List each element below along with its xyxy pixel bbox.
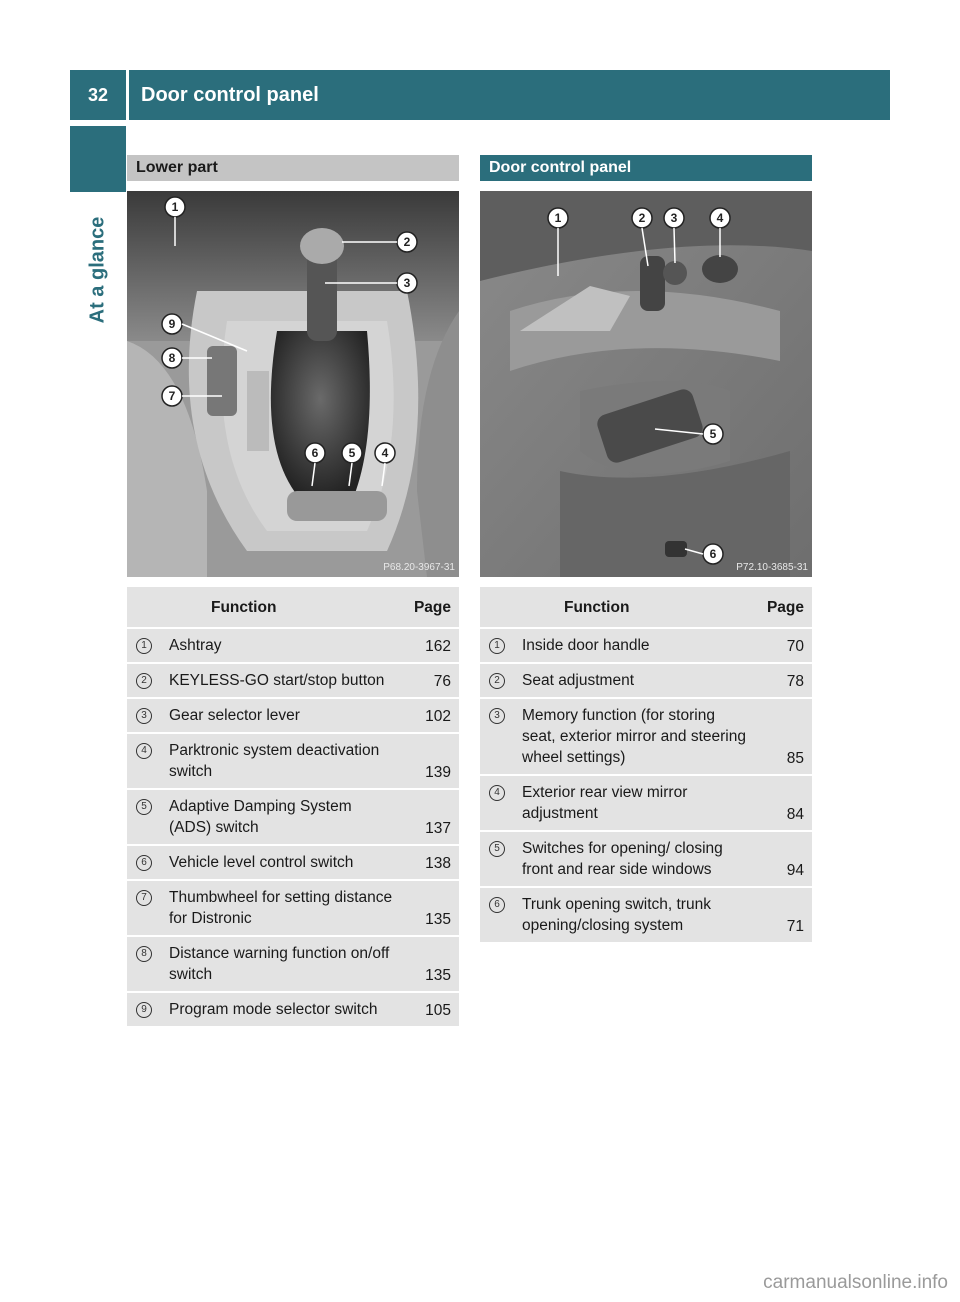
page-cell: 138	[406, 845, 459, 880]
svg-text:2: 2	[403, 235, 411, 249]
function-cell: Vehicle level control switch	[161, 845, 406, 880]
item-number: 1	[136, 638, 152, 654]
function-cell: Thumbwheel for setting distance for Distronic	[161, 880, 406, 936]
function-cell: Adaptive Damping System (ADS) switch	[161, 789, 406, 845]
svg-text:9: 9	[168, 317, 176, 331]
function-cell: Seat adjustment	[514, 663, 759, 698]
item-number: 8	[136, 946, 152, 962]
function-cell: Distance warning function on/off switch	[161, 936, 406, 992]
function-cell: KEYLESS-GO start/stop button	[161, 663, 406, 698]
page-cell: 162	[406, 628, 459, 663]
svg-text:5: 5	[348, 446, 356, 460]
page-cell: 84	[759, 775, 812, 831]
item-number: 6	[489, 897, 505, 913]
lower-part-photo-code: P68.20-3967-31	[383, 562, 455, 573]
function-cell: Memory function (for storing seat, exterior mirror and steering wheel settings)	[514, 698, 759, 775]
table-row	[480, 831, 812, 887]
table-row	[127, 992, 459, 1027]
function-cell: Parktronic system deactivation switch	[161, 733, 406, 789]
page-cell: 135	[406, 936, 459, 992]
door-panel-table	[480, 587, 812, 944]
door-panel-photo	[480, 191, 812, 577]
lower-part-section	[127, 155, 459, 1028]
lower-part-title: Lower part	[127, 155, 459, 181]
watermark[interactable]: carmanualsonline.info	[763, 1272, 948, 1293]
side-tab-block	[70, 126, 126, 192]
item-number: 9	[136, 1002, 152, 1018]
table-row	[127, 663, 459, 698]
item-number: 4	[136, 743, 152, 759]
table-row	[480, 663, 812, 698]
page-cell: 85	[759, 698, 812, 775]
function-cell: Trunk opening switch, trunk opening/closing system	[514, 887, 759, 943]
svg-text:6: 6	[311, 446, 319, 460]
svg-text:8: 8	[168, 351, 176, 365]
page-number: 32	[70, 70, 126, 120]
function-cell: Exterior rear view mirror adjustment	[514, 775, 759, 831]
door-panel-title: Door control panel	[480, 155, 812, 181]
item-number: 3	[136, 708, 152, 724]
table-row	[480, 628, 812, 663]
function-header: Function	[161, 587, 406, 628]
item-number: 5	[136, 799, 152, 815]
page-cell: 135	[406, 880, 459, 936]
function-cell: Gear selector lever	[161, 698, 406, 733]
lower-part-table	[127, 587, 459, 1028]
function-cell: Switches for opening/ closing front and rear side windows	[514, 831, 759, 887]
function-header: Function	[514, 587, 759, 628]
item-number: 1	[489, 638, 505, 654]
table-row	[127, 789, 459, 845]
svg-text:1: 1	[554, 211, 562, 225]
table-row	[480, 698, 812, 775]
item-number: 2	[136, 673, 152, 689]
item-number: 7	[136, 890, 152, 906]
function-cell: Inside door handle	[514, 628, 759, 663]
table-header-row	[480, 587, 812, 628]
lower-part-photo	[127, 191, 459, 577]
function-cell: Ashtray	[161, 628, 406, 663]
page-cell: 70	[759, 628, 812, 663]
function-cell: Program mode selector switch	[161, 992, 406, 1027]
page-cell: 105	[406, 992, 459, 1027]
page-cell: 139	[406, 733, 459, 789]
svg-text:5: 5	[709, 427, 717, 441]
page-header: Page	[759, 587, 812, 628]
item-number: 2	[489, 673, 505, 689]
page-header: Page	[406, 587, 459, 628]
door-panel-section	[480, 155, 812, 944]
svg-text:6: 6	[709, 547, 717, 561]
svg-text:1: 1	[171, 200, 179, 214]
table-row	[480, 887, 812, 943]
page-cell: 137	[406, 789, 459, 845]
svg-text:4: 4	[381, 446, 389, 460]
page-cell: 71	[759, 887, 812, 943]
header-divider	[126, 70, 129, 120]
table-row	[127, 698, 459, 733]
item-number: 5	[489, 841, 505, 857]
item-number: 4	[489, 785, 505, 801]
item-number: 3	[489, 708, 505, 724]
table-row	[127, 733, 459, 789]
table-row	[127, 880, 459, 936]
table-row	[127, 845, 459, 880]
table-row	[127, 936, 459, 992]
item-number: 6	[136, 855, 152, 871]
page-cell: 78	[759, 663, 812, 698]
page-cell: 76	[406, 663, 459, 698]
page-cell: 94	[759, 831, 812, 887]
door-panel-photo-code: P72.10-3685-31	[736, 562, 808, 573]
page-title: Door control panel	[141, 83, 319, 106]
svg-text:7: 7	[168, 389, 176, 403]
table-row	[480, 775, 812, 831]
svg-text:3: 3	[403, 276, 411, 290]
svg-text:4: 4	[716, 211, 724, 225]
page-cell: 102	[406, 698, 459, 733]
side-tab-label: At a glance	[86, 216, 109, 324]
table-row	[127, 628, 459, 663]
table-header-row	[127, 587, 459, 628]
svg-text:3: 3	[670, 211, 678, 225]
svg-text:2: 2	[638, 211, 646, 225]
